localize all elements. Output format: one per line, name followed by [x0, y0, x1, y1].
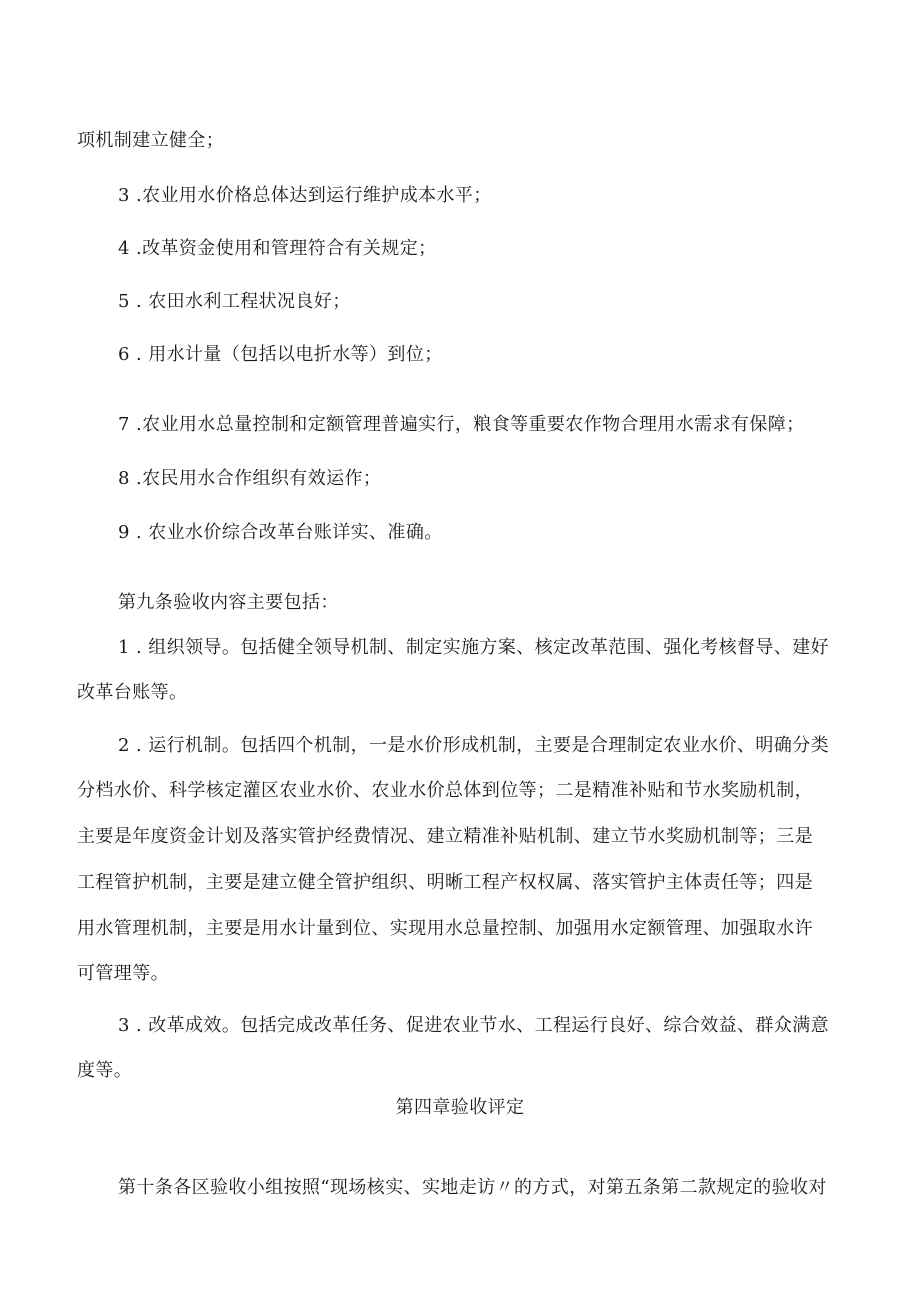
- text-line: 改革台账等。: [77, 682, 188, 703]
- article-heading: 第九条验收内容主要包括：: [118, 592, 339, 613]
- chapter-heading: 第四章验收评定: [395, 1097, 525, 1118]
- list-item: 7 .农业用水总量控制和定额管理普遍实行，粮食等重要农作物合理用水需求有保障；: [118, 414, 805, 435]
- text-line: 可管理等。: [77, 963, 169, 984]
- list-item: 1 . 组织领导。包括健全领导机制、制定实施方案、核定改革范围、强化考核督导、建好: [118, 637, 830, 658]
- text-line: 工程管护机制，主要是建立健全管护组织、明晰工程产权权属、落实管护主体责任等；四是: [77, 872, 813, 893]
- list-item: 8 .农民用水合作组织有效运作；: [118, 468, 382, 489]
- text-line: 主要是年度资金计划及落实管护经费情况、建立精准补贴机制、建立节水奖励机制等；三是: [77, 826, 813, 847]
- list-item: 5 . 农田水利工程状况良好；: [118, 291, 351, 312]
- list-item: 3 .农业用水价格总体达到运行维护成本水平；: [118, 185, 492, 206]
- list-item: 4 .改革资金使用和管理符合有关规定；: [118, 238, 437, 259]
- article-paragraph: 第十条各区验收小组按照“现场核实、实地走访〃的方式，对第五条第二款规定的验收对: [118, 1177, 827, 1198]
- text-line: 项机制建立健全；: [77, 130, 225, 151]
- text-line: 度等。: [77, 1060, 133, 1081]
- list-item: 2 . 运行机制。包括四个机制，一是水价形成机制，主要是合理制定农业水价、明确分类: [118, 735, 830, 756]
- list-item: 3 . 改革成效。包括完成改革任务、促进农业节水、工程运行良好、综合效益、群众满意: [118, 1015, 830, 1036]
- text-line: 分档水价、科学核定灌区农业水价、农业水价总体到位等；二是精准补贴和节水奖励机制，: [77, 780, 813, 801]
- list-item: 9 . 农业水价综合改革台账详实、准确。: [118, 522, 443, 543]
- text-line: 用水管理机制，主要是用水计量到位、实现用水总量控制、加强用水定额管理、加强取水许: [77, 918, 813, 939]
- list-item: 6 . 用水计量（包括以电折水等）到位；: [118, 344, 443, 365]
